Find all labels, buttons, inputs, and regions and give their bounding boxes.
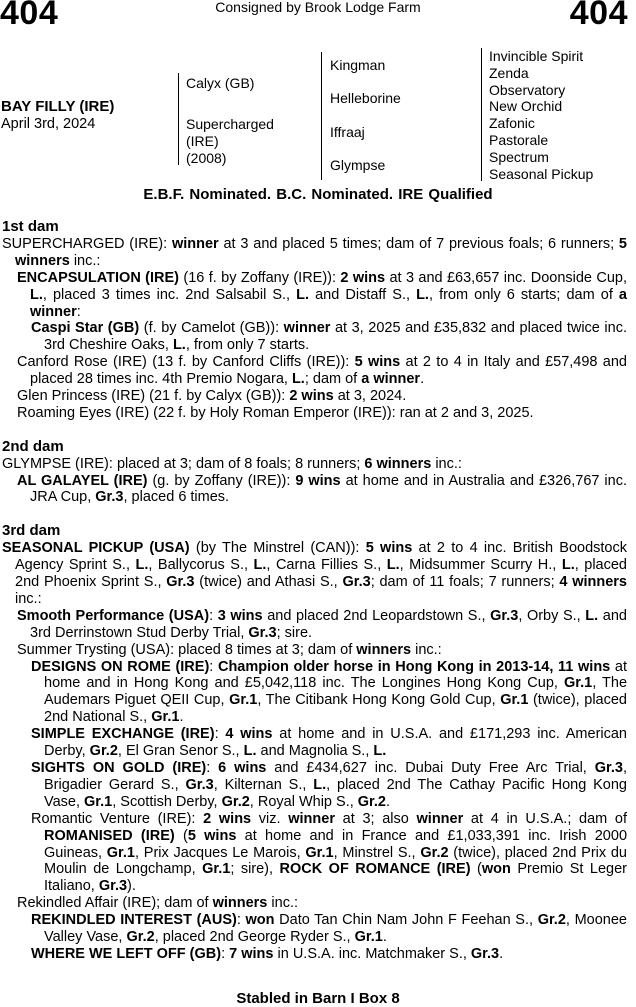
nominations: E.B.F. Nominated. B.C. Nominated. IRE Qualified [143, 186, 493, 203]
pedigree-gen3-1: Kingman [330, 57, 386, 73]
pedigree-entry: AL GALAYEL (IRE) (g. by Zoffany (IRE)): 9 wins at home and in Australia and £326,767 inc. JRA Cup, Gr.3, placed 6 times. [17, 472, 627, 506]
section-heading: 1st dam [2, 218, 59, 235]
section-heading: 2nd dam [2, 437, 64, 455]
pedigree-dam: Supercharged (IRE) (2008) [186, 116, 274, 166]
pedigree-entry: Canford Rose (IRE) (13 f. by Canford Cliffs (IRE)): 5 wins at 2 to 4 in Italy and £57,498 and placed 28 times inc. 4th Premio Nogara, L.; dam of a winner. [17, 354, 627, 388]
pedigree-gen3-4: Glympse [330, 157, 386, 173]
horse-name: BAY FILLY (IRE) [1, 98, 115, 115]
pedigree-entry: Roaming Eyes (IRE) (22 f. by Holy Roman Emperor (IRE)): ran at 2 and 3, 2025. [17, 404, 534, 421]
pedigree-entry: SEASONAL PICKUP (USA) (by The Minstrel (CAN)): 5 wins at 2 to 4 inc. British Boodstock Agency Sprint S., L., Ballycorus S., L., Carna Fillies S., L., Midsummer Scurry H., L., placed 2nd Phoenix Sprint S., Gr.3 (twice) and Athasi S., Gr.3; dam of 11 foals; 7 runners; 4 winners inc.: [2, 540, 628, 607]
pedigree-bracket-1 [178, 73, 179, 165]
pedigree-entry: ENCAPSULATION (IRE) (16 f. by Zoffany (IRE)): 2 wins at 3 and £63,657 inc. Doonside Cup, L., placed 3 times inc. 2nd Salsabil S., L. and Distaff S., L., from only 6 starts; dam of a winner: [17, 269, 627, 320]
pedigree-entry: Romantic Venture (IRE): 2 wins viz. winner at 3; also winner at 4 in U.S.A.; dam of ROMANISED (IRE) (5 wins at home and in France and £1,033,391 inc. Irish 2000 Guineas, Gr.1, Prix Jacques Le Marois, Gr.1, Minstrel S., Gr.2 (twice), placed 2nd Prix du Moulin de Longchamp, Gr.1; sire), ROCK OF ROMANCE (IRE) (won Premio St Leger Italiano, Gr.3). [31, 810, 628, 895]
pedigree-sire: Calyx (GB) [186, 75, 255, 91]
consignor: Consigned by Brook Lodge Farm [215, 0, 421, 15]
catalogue-body [2, 219, 627, 963]
pedigree-entry: Smooth Performance (USA): 3 wins and placed 2nd Leopardstown S., Gr.3, Orby S., L. and 3rd Derrinstown Stud Derby Trial, Gr.3; sire. [17, 607, 627, 641]
foaling-date: April 3rd, 2024 [1, 116, 96, 132]
pedigree-entry: DESIGNS ON ROME (IRE): Champion older horse in Hong Kong in 2013-14, 11 wins at home and in Hong Kong and £5,042,118 inc. The Longines Hong Kong Cup, Gr.1, The Audemars Piguet QEII Cup, Gr.1, The Citibank Hong Kong Gold Cup, Gr.1 (twice), placed 2nd National S., Gr.1. [31, 658, 628, 726]
pedigree-entry: SUPERCHARGED (IRE): winner at 3 and placed 5 times; dam of 7 previous foals; 6 runners; 5 winners inc.: [2, 235, 627, 269]
lot-number-right: 404 [569, 0, 628, 32]
pedigree-entry: WHERE WE LEFT OFF (GB): 7 wins in U.S.A. inc. Matchmaker S., Gr.3. [31, 945, 504, 962]
pedigree-gen4: Invincible Spirit Zenda Observatory New Orchid Zafonic Pastorale Spectrum Seasonal Pickup [489, 48, 594, 182]
pedigree-entry: SIMPLE EXCHANGE (IRE): 4 wins at home and in U.S.A. and £171,293 inc. American Derby, Gr.2, El Gran Senor S., L. and Magnolia S., L. [31, 726, 627, 760]
pedigree-gen3-3: Iffraaj [330, 124, 365, 140]
pedigree-entry: REKINDLED INTEREST (AUS): won Dato Tan Chin Nam John F Feehan S., Gr.2, Moonee Valley Vase, Gr.2, placed 2nd George Ryder S., Gr.1. [31, 912, 627, 946]
pedigree-gen3-2: Helleborine [330, 90, 401, 106]
pedigree-entry: Summer Trysting (USA): placed 8 times at 3; dam of winners inc.: [17, 641, 442, 658]
pedigree-entry: Caspi Star (GB) (f. by Camelot (GB)): winner at 3, 2025 and £35,832 and placed twice inc. 3rd Cheshire Oaks, L., from only 7 starts. [31, 320, 627, 354]
pedigree-entry: SIGHTS ON GOLD (IRE): 6 wins and £434,627 inc. Dubai Duty Free Arc Trial, Gr.3, Brigadier Gerard S., Gr.3, Kilternan S., L., placed 2nd The Cathay Pacific Hong Kong Vase, Gr.1, Scottish Derby, Gr.2, Royal Whip S., Gr.2. [31, 759, 627, 810]
pedigree-bracket-3 [481, 48, 482, 181]
pedigree-bracket-2 [321, 52, 322, 180]
pedigree-entry: Rekindled Affair (IRE); dam of winners inc.: [17, 895, 298, 912]
pedigree-entry: Glen Princess (IRE) (21 f. by Calyx (GB)): 2 wins at 3, 2024. [17, 388, 407, 405]
section-heading: 3rd dam [2, 522, 61, 540]
lot-number-left: 404 [0, 0, 59, 32]
stabling-info: Stabled in Barn I Box 8 [236, 990, 400, 1007]
pedigree-entry: GLYMPSE (IRE): placed at 3; dam of 8 foals; 8 runners; 6 winners inc.: [2, 455, 462, 472]
